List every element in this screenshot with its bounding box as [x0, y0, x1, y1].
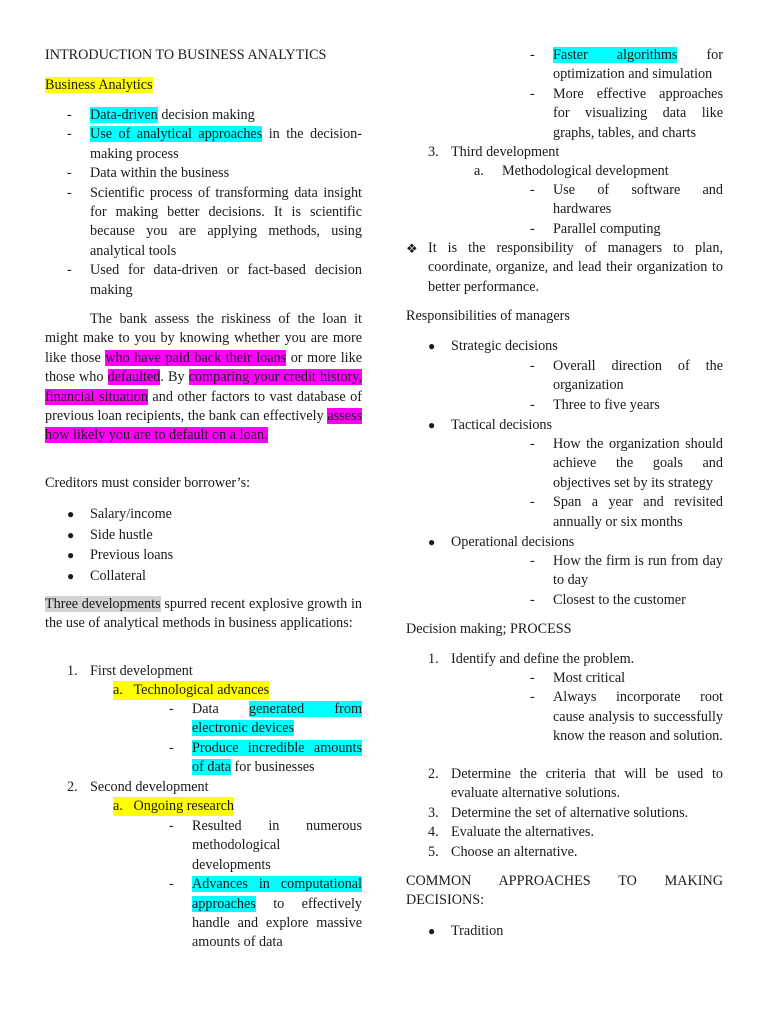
highlight: Use of analytical approaches [90, 126, 263, 143]
list-item [428, 843, 723, 862]
dash-marker: - [530, 436, 535, 452]
highlight: Three developments [45, 596, 161, 612]
list-item [67, 504, 362, 525]
number-marker: 1. [428, 651, 439, 667]
dash-marker: - [530, 47, 535, 63]
bullet-tactical [428, 416, 723, 435]
list-item [530, 688, 723, 746]
text: in the decision-making process [90, 126, 362, 162]
highlight: generated from electronic devices [192, 701, 362, 737]
list-item [67, 261, 362, 300]
text: for optimization and simulation [553, 47, 723, 83]
note-text: It is the responsibility of managers to plan, coordinate, organize, and lead their organization to better performance. [428, 240, 723, 295]
dash-marker: - [169, 818, 174, 834]
sub-item-third-a [474, 162, 723, 181]
list-item-text: Span a year and revisited annually or six months [553, 494, 723, 530]
list-item [169, 739, 362, 778]
highlight: Data-driven [90, 107, 158, 123]
dash-marker: - [530, 182, 535, 198]
bullet-operational [428, 533, 723, 552]
bullet-icon: ● [428, 924, 436, 938]
decision-making-heading: Decision making; PROCESS [406, 621, 572, 637]
list-item [169, 817, 362, 875]
diamond-bullet-icon: ❖ [406, 241, 418, 256]
list-item [530, 669, 723, 688]
list-item-text: Parallel computing [553, 220, 661, 237]
list-item [530, 396, 723, 415]
list-item-text: Scientific process of transforming data insight for making better decisions. It is scientific because you are applying methods, using analytical tools [90, 184, 362, 259]
highlight: Faster algorithms [553, 47, 678, 63]
list-item-text: Determine the criteria that will be used to evaluate alternative solutions. [451, 766, 723, 802]
list-item [530, 552, 723, 591]
text: . By [160, 369, 189, 386]
list-item [67, 164, 362, 183]
list-item-text: Third development [451, 144, 560, 160]
list-item [530, 435, 723, 493]
bullet-icon: ● [428, 535, 436, 549]
responsibilities-heading: Responsibilities of managers [406, 308, 570, 324]
sub-item-highlight [113, 797, 234, 816]
number-marker: 2. [428, 766, 439, 782]
text: Data [192, 701, 250, 717]
dash-marker: - [530, 494, 535, 511]
highlight: Advances in computational approaches [192, 876, 362, 912]
text: spurred recent explosive growth in the use of analytical methods in business applications: [45, 596, 362, 632]
dash-marker: - [169, 739, 174, 756]
three-developments-paragraph [45, 595, 362, 634]
dash-marker: - [530, 220, 535, 237]
list-item-text: How the organization should achieve the goals and objectives set by its strategy [553, 436, 723, 491]
highlight: assess how likely you are to default on a loan. [45, 408, 362, 444]
number-marker: 1. [67, 663, 78, 679]
list-item-text: Identify and define the problem. [451, 651, 635, 667]
list-item-text: Tactical decisions [451, 417, 553, 433]
creditors-heading: Creditors must consider borrower’s: [45, 475, 251, 491]
list-item-text [90, 106, 362, 125]
list-item-text: Previous loans [90, 547, 174, 563]
text: or more like those who [45, 349, 362, 386]
numbered-item-third [428, 143, 723, 162]
dash-marker: - [169, 876, 174, 893]
list-item-text [192, 875, 362, 953]
bank-paragraph [45, 310, 362, 446]
list-item-text: Methodological development [502, 163, 669, 179]
list-item-text [90, 125, 362, 164]
dash-marker: - [530, 553, 535, 569]
highlight: Produce incredible amounts of data [192, 739, 362, 776]
list-item-text: Evaluate the alternatives. [451, 824, 594, 841]
dash-marker: - [530, 358, 535, 374]
dash-marker: - [67, 184, 72, 201]
bullet-icon: ● [428, 418, 436, 432]
dash-marker: - [530, 670, 535, 686]
list-item [428, 765, 723, 804]
dash-marker: - [67, 262, 72, 279]
text: and other factors to vast database of previous loan recipients, the bank can effectively [45, 388, 362, 425]
list-item-text: Strategic decisions [451, 338, 558, 354]
third-dev-list [530, 181, 723, 239]
list-item-text: Three to five years [553, 396, 660, 413]
dm-step-1-list [530, 669, 723, 747]
text: The bank assess the riskiness of the loan it might make to you by knowing whether you are more like those [45, 311, 362, 366]
numbered-item-second [67, 778, 362, 797]
list-item [530, 357, 723, 396]
first-dev-list [169, 700, 362, 778]
list-item-text: Closest to the customer [553, 591, 686, 608]
list-item-text: First development [90, 663, 193, 679]
list-item-text: Side hustle [90, 526, 153, 543]
list-item [530, 591, 723, 610]
creditors-list [67, 504, 362, 586]
list-item [530, 220, 723, 239]
list-item-text: Resulted in numerous methodological developments [192, 818, 362, 873]
list-item-text: Operational decisions [451, 534, 575, 550]
ba-list [67, 106, 362, 300]
text: Technological advances [133, 682, 270, 698]
highlight: who have paid back their loans [105, 349, 287, 366]
list-item-text: Salary/income [90, 506, 172, 522]
sub-item-highlight [113, 681, 269, 700]
list-item [67, 525, 362, 546]
text: Ongoing research [133, 798, 234, 814]
list-item [428, 804, 723, 823]
list-item [67, 184, 362, 262]
list-item-text: Tradition [451, 923, 504, 939]
list-item [530, 85, 723, 143]
list-item-text: Used for data-driven or fact-based decision making [90, 262, 362, 298]
bullet-icon: ● [428, 339, 436, 353]
sub-item-first-a [113, 681, 362, 700]
text: for businesses [231, 759, 315, 776]
operational-list [530, 552, 723, 610]
dash-marker: - [530, 85, 535, 102]
list-item-text: Use of software and hardwares [553, 182, 723, 218]
doc-title: INTRODUCTION TO BUSINESS ANALYTICS [45, 47, 327, 63]
list-item [530, 493, 723, 532]
ba-heading-text: Business Analytics [45, 77, 153, 93]
dash-marker: - [67, 107, 72, 123]
list-item [530, 181, 723, 220]
dash-marker: - [530, 396, 535, 413]
list-item-text: Data within the business [90, 165, 230, 182]
bullet-tradition [428, 922, 723, 941]
list-item [169, 875, 362, 953]
dm-steps [428, 765, 723, 862]
second-dev-list [169, 817, 362, 953]
list-item-text [192, 739, 362, 778]
list-item-text: Overall direction of the organization [553, 358, 723, 394]
list-item [67, 106, 362, 125]
number-marker: 3. [428, 144, 439, 160]
common-approaches-heading: COMMON APPROACHES TO MAKING DECISIONS: [406, 873, 723, 909]
letter-marker: a. [474, 163, 484, 179]
list-item-text: More effective approaches for visualizing data like graphs, tables, and charts [553, 85, 723, 141]
number-marker: 2. [67, 779, 78, 795]
number-marker: 3. [428, 804, 439, 821]
responsibility-note [406, 239, 723, 297]
dash-marker: - [530, 689, 535, 706]
dash-marker: - [530, 591, 535, 608]
highlight: comparing your credit history, financial situation [45, 369, 362, 405]
list-item-text: How the firm is run from day to day [553, 553, 723, 589]
bullet-strategic [428, 337, 723, 356]
bullet-icon: ● [67, 568, 75, 583]
text: decision making [157, 107, 255, 123]
list-item-text [192, 700, 362, 739]
strategic-list [530, 357, 723, 415]
ba-heading [45, 76, 153, 95]
numbered-item-first [67, 662, 362, 681]
dm-step-1 [428, 650, 723, 669]
list-item [67, 545, 362, 566]
dash-marker: - [67, 165, 72, 182]
list-item [530, 46, 723, 85]
bullet-icon: ● [67, 507, 75, 521]
list-item [169, 700, 362, 739]
text: to effectively handle and explore massive amounts of data [192, 895, 362, 951]
list-item [67, 125, 362, 164]
list-item-text: Choose an alternative. [451, 843, 578, 860]
number-marker: 5. [428, 843, 439, 860]
tactical-list [530, 435, 723, 532]
list-item-text: Collateral [90, 567, 146, 584]
list-item [428, 823, 723, 842]
list-item-text: Determine the set of alternative solutions. [451, 804, 689, 821]
letter-marker: a. [113, 798, 123, 814]
list-item-text: Most critical [553, 670, 626, 686]
continued-list [530, 46, 723, 143]
number-marker: 4. [428, 824, 439, 841]
list-item [67, 566, 362, 587]
list-item-text: Second development [90, 779, 209, 795]
list-item-text: Always incorporate root cause analysis to successfully know the reason and solution. [553, 689, 723, 745]
sub-item-second-a [113, 797, 362, 816]
list-item-text [553, 46, 723, 85]
dash-marker: - [67, 126, 72, 143]
letter-marker: a. [113, 682, 123, 698]
bullet-icon: ● [67, 527, 75, 542]
highlight: defaulted [107, 369, 161, 386]
dash-marker: - [169, 701, 174, 717]
bullet-icon: ● [67, 548, 75, 562]
